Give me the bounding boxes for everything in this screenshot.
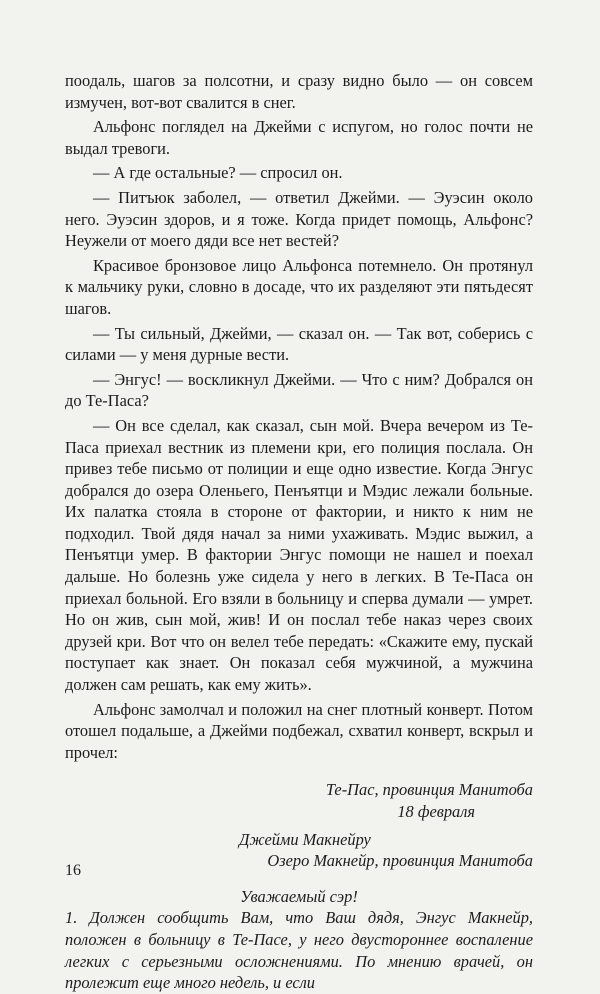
paragraph-5: Красивое бронзовое лицо Альфонса потемнело. Он протянул к мальчику руки, словно в досаде, что их разделяют эти пятьдесят шагов. <box>65 255 533 318</box>
paragraph-1: поодаль, шагов за полсотни, и сразу видно было — он совсем измучен, вот-вот свалится в снег. <box>65 71 533 112</box>
letter-salutation: Уважаемый сэр! <box>240 886 358 906</box>
paragraph-9: Альфонс замолчал и положил на снег плотный конверт. Потом отошел подальше, а Джейми подбежал, схватил конверт, вскрыл и прочел: <box>65 699 533 762</box>
paragraph-6: — Ты сильный, Джейми, — сказал он. — Так вот, соберись с силами — у меня дурные вести. <box>65 323 533 365</box>
recipient-address: Озеро Макнейр, провинция Манитоба <box>267 851 533 871</box>
letter-date: 18 февраля <box>397 802 475 821</box>
paragraph-4: — Питъюк заболел, — ответил Джейми. — Эуэсин около него. Эуэсин здоров, и я тоже. Когда придет помощь, Альфонс? Неужели от моего дяди все нет вестей? <box>65 187 533 251</box>
page-text <box>65 70 533 994</box>
letter-place: Те-Пас, провинция Манитоба <box>325 780 533 800</box>
letter-body: 1. Должен сообщить Вам, что Ваш дядя, Энгус Макнейр, положен в больницу в Те-Пасе, у него двустороннее воспаление легких с серьезными осложнениями. По мнению врачей, он пролежит еще много недель, и если <box>65 908 533 993</box>
paragraph-7: — Энгус! — воскликнул Джейми. — Что с ним? Добрался он до Те-Паса? <box>65 369 533 411</box>
letter-recipient <box>65 829 533 872</box>
paragraph-3: — А где остальные? — спросил он. <box>93 163 343 183</box>
paragraph-2: Альфонс поглядел на Джейми с испугом, но голос почти не выдал тревоги. <box>65 117 533 158</box>
paragraph-8: — Он все сделал, как сказал, сын мой. Вчера вечером из Те-Паса приехал вестник из племени кри, его полиция послала. Он привез тебе письмо от полиции и еще одно известие. Когда Энгус добрался до озера Оленьего, Пенъятци и Мэдис лежали больные. Их палатка стояла в стороне от фактории, и никто к ним не подходил. Твой дядя начал за ними ухаживать. Мэдис выжил, а Пенъятци умер. В фактории Энгус помощи не нашел и поехал дальше. Но болезнь уже сидела у него в легких. В Те-Паса он приехал больной. Его взяли в больницу и сперва думали — умрет. Но он жив, сын мой, жив! И он послал тебе наказ через своих друзей кри. Вот что он велел тебе передать: «Скажите ему, пускай поступает как знает. Он показал себя мужчиной, а мужчина должен сам решать, как ему жить». <box>65 415 533 695</box>
page-number: 16 <box>65 862 81 879</box>
letter-header <box>65 779 533 822</box>
recipient-name: Джейми Макнейру <box>239 829 371 849</box>
letter <box>65 779 533 993</box>
